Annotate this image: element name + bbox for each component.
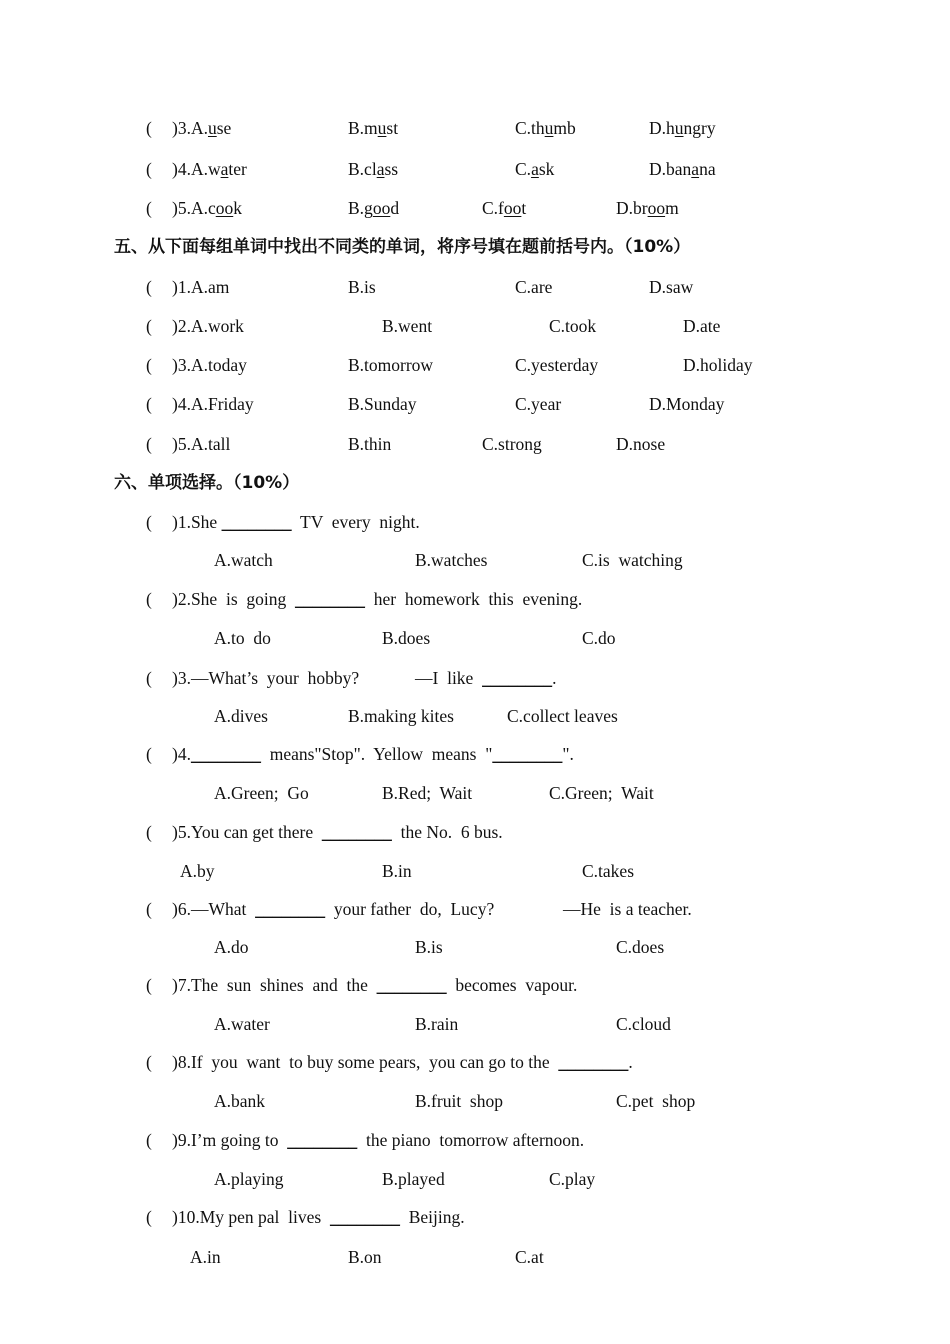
option-b: B.must [348, 118, 399, 138]
answer-blank: ________ [558, 1052, 629, 1072]
option-c: C.does [616, 937, 665, 957]
question-text: )4.________ means"Stop". Yellow means "________". [172, 744, 574, 764]
answer-text: —I like ________. [415, 668, 557, 688]
paren: ( [146, 744, 152, 764]
question-text: )10.My pen pal lives ________ Beijing. [172, 1207, 465, 1227]
option-c: C.at [515, 1247, 544, 1267]
answer-blank: ________ [190, 744, 261, 764]
answer-blank: ________ [376, 975, 447, 995]
option-c: C.cloud [616, 1014, 671, 1034]
answer-blank: ________ [329, 1207, 400, 1227]
option-a: )4.A.Friday [172, 394, 254, 414]
option-a: A.bank [214, 1091, 266, 1111]
option-c: C.took [549, 316, 597, 336]
option-a: A.in [190, 1247, 221, 1267]
section-6-title: 六、单项选择。（10%） [114, 473, 300, 493]
question-text: )2.She is going ________ her homework this evening. [172, 589, 583, 609]
question-text: )1.She ________ TV every night. [172, 512, 420, 532]
option-a: A.do [214, 937, 249, 957]
option-a: A.playing [214, 1169, 284, 1189]
paren: ( [146, 1130, 152, 1150]
paren: ( [146, 975, 152, 995]
option-d: D.Monday [649, 394, 725, 414]
option-b: B.tomorrow [348, 355, 434, 375]
option-c: C.pet shop [616, 1091, 696, 1111]
option-a: A.watch [214, 550, 273, 570]
q-num: )3.A.use [172, 118, 232, 138]
option-b: B.in [382, 861, 412, 881]
answer-blank: ________ [492, 744, 563, 764]
option-b: B.played [382, 1169, 445, 1189]
option-c: C.ask [515, 159, 555, 179]
question-text: )6.—What ________ your father do, Lucy? [172, 899, 495, 919]
answer-blank: ________ [295, 589, 365, 609]
option-b: B.class [348, 159, 399, 179]
option-b: B.is [348, 277, 376, 297]
paren: ( [146, 1207, 152, 1227]
option-c: C.play [549, 1169, 596, 1189]
option-a: A.water [214, 1014, 270, 1034]
paren: ( [146, 198, 152, 218]
option-c: C.are [515, 277, 553, 297]
option-b: B.is [415, 937, 443, 957]
question-text: )3.—What’s your hobby? [172, 668, 360, 688]
option-b: B.watches [415, 550, 488, 570]
option-d: D.hungry [649, 118, 716, 138]
paren: ( [146, 589, 152, 609]
answer-blank: ________ [482, 668, 553, 688]
option-c: C.collect leaves [507, 706, 618, 726]
question-text: )8.If you want to buy some pears, you can go to the ________. [172, 1052, 633, 1072]
option-b: B.Sunday [348, 394, 417, 414]
option-c: C.year [515, 394, 562, 414]
option-c: C.takes [582, 861, 635, 881]
option-d: D.nose [616, 434, 666, 454]
paren: ( [146, 394, 152, 414]
option-b: B.does [382, 628, 431, 648]
paren: ( [146, 512, 152, 532]
option-b: B.fruit shop [415, 1091, 503, 1111]
option-c: C.is watching [582, 550, 683, 570]
question-text: )5.You can get there ________ the No. 6 bus. [172, 822, 503, 842]
option-c: C.Green; Wait [549, 783, 654, 803]
answer-blank: ________ [287, 1130, 358, 1150]
q-num: )5.A.cook [172, 198, 242, 218]
option-a: A.dives [214, 706, 268, 726]
q-num: )4.A.water [172, 159, 247, 179]
option-b: B.thin [348, 434, 392, 454]
paren: ( [146, 1052, 152, 1072]
question-text: )7.The sun shines and the ________ becomes vapour. [172, 975, 578, 995]
option-a: )2.A.work [172, 316, 244, 336]
paren: ( [146, 434, 152, 454]
option-c: C.thumb [515, 118, 576, 138]
answer-blank: ________ [321, 822, 392, 842]
paren: ( [146, 118, 152, 138]
option-c: C.yesterday [515, 355, 599, 375]
paren: ( [146, 899, 152, 919]
option-c: C.do [582, 628, 616, 648]
option-c: C.foot [482, 198, 527, 218]
answer-text: —He is a teacher. [563, 899, 692, 919]
option-a: A.by [180, 861, 215, 881]
option-a: A.to do [214, 628, 271, 648]
option-b: B.making kites [348, 706, 454, 726]
paren: ( [146, 355, 152, 375]
paren: ( [146, 316, 152, 336]
option-a: )3.A.today [172, 355, 247, 375]
paren: ( [146, 822, 152, 842]
option-d: D.banana [649, 159, 716, 179]
option-d: D.saw [649, 277, 694, 297]
option-a: A.Green; Go [214, 783, 309, 803]
paren: ( [146, 159, 152, 179]
option-a: )1.A.am [172, 277, 230, 297]
section-5-title: 五、从下面每组单词中找出不同类的单词，将序号填在题前括号内。（10%） [114, 237, 691, 257]
option-b: B.went [382, 316, 433, 336]
option-d: D.ate [683, 316, 721, 336]
answer-blank: ________ [255, 899, 326, 919]
option-c: C.strong [482, 434, 542, 454]
paren: ( [146, 668, 152, 688]
option-b: B.good [348, 198, 400, 218]
question-text: )9.I’m going to ________ the piano tomorrow afternoon. [172, 1130, 585, 1150]
option-b: B.Red; Wait [382, 783, 473, 803]
option-b: B.on [348, 1247, 382, 1267]
option-d: D.holiday [683, 355, 753, 375]
option-d: D.broom [616, 198, 679, 218]
option-b: B.rain [415, 1014, 459, 1034]
option-a: )5.A.tall [172, 434, 231, 454]
answer-blank: ________ [221, 512, 292, 532]
paren: ( [146, 277, 152, 297]
